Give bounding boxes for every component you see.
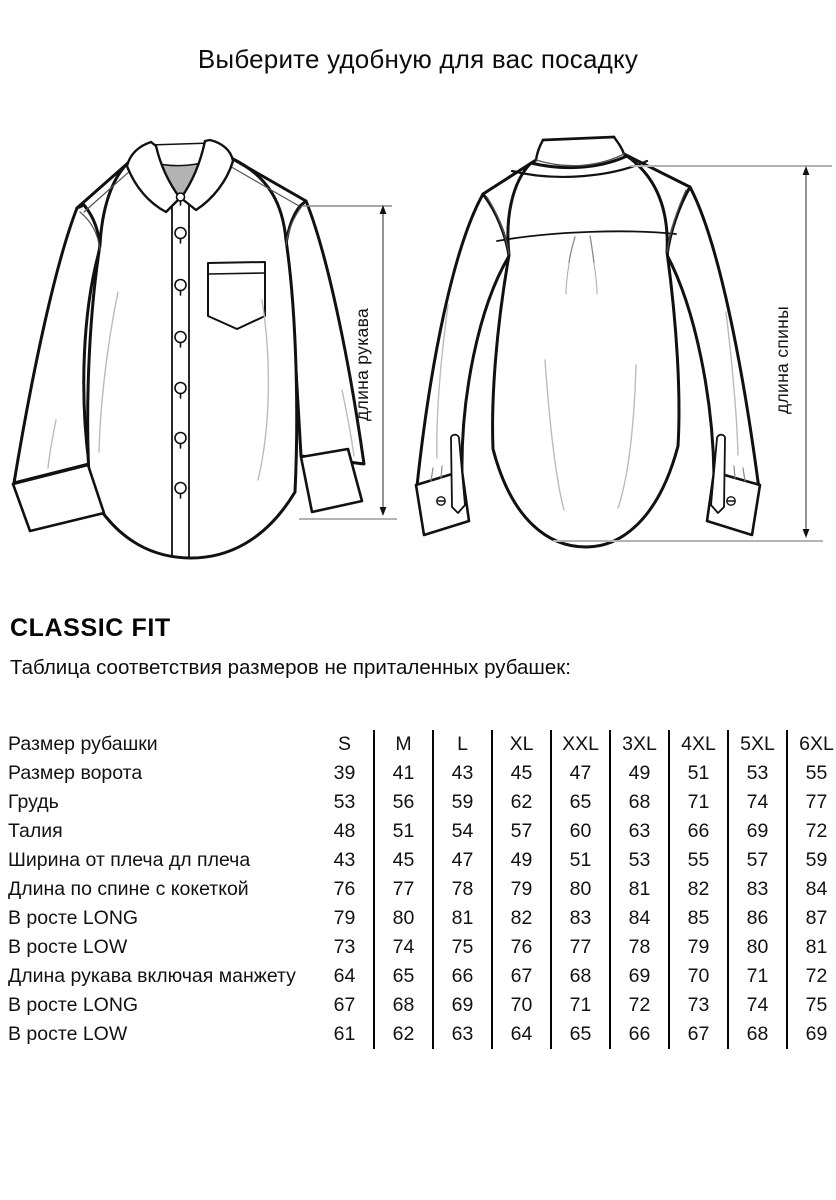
cell-value: 43 xyxy=(333,849,356,871)
row-label: Талия xyxy=(8,820,63,842)
row-label: Длина по спине с кокеткой xyxy=(8,878,249,900)
table-row xyxy=(8,875,836,904)
cell-value: 77 xyxy=(787,788,836,817)
cell-value: 64 xyxy=(492,1020,551,1049)
cell-value: 55 xyxy=(787,759,836,788)
cell-value: 83 xyxy=(728,875,787,904)
cell-value: 65 xyxy=(551,788,610,817)
size-table xyxy=(8,730,836,1049)
cell-value: 56 xyxy=(374,788,433,817)
cell-value: 51 xyxy=(669,759,728,788)
row-label: В росте LONG xyxy=(8,907,139,929)
cell-value: 80 xyxy=(551,875,610,904)
cell-value: 72 xyxy=(610,991,669,1020)
cell-value: 79 xyxy=(669,933,728,962)
cell-value: 66 xyxy=(433,962,492,991)
row-label: Длина рукава включая манжету xyxy=(8,965,296,987)
size-table-body xyxy=(8,730,836,1049)
cell-value: 81 xyxy=(610,875,669,904)
cell-value: 43 xyxy=(433,759,492,788)
cell-value: 68 xyxy=(610,788,669,817)
cell-value: 87 xyxy=(787,904,836,933)
cell-value: 69 xyxy=(610,962,669,991)
table-row xyxy=(8,904,836,933)
cell-value: 62 xyxy=(374,1020,433,1049)
cell-value: 80 xyxy=(728,933,787,962)
cell-value: 70 xyxy=(669,962,728,991)
cell-value: 69 xyxy=(787,1020,836,1049)
cell-value: M xyxy=(374,730,433,759)
cell-value: 55 xyxy=(669,846,728,875)
cell-value: 76 xyxy=(333,878,356,900)
cell-value: 39 xyxy=(333,762,356,784)
cell-value: 75 xyxy=(787,991,836,1020)
cell-value: 47 xyxy=(551,759,610,788)
cell-value: 67 xyxy=(492,962,551,991)
cell-value: 57 xyxy=(728,846,787,875)
cell-value: 73 xyxy=(669,991,728,1020)
cell-value: 3XL xyxy=(610,730,669,759)
chest-pocket xyxy=(208,262,265,329)
table-row xyxy=(8,759,836,788)
cell-value: 51 xyxy=(551,846,610,875)
cell-value: 65 xyxy=(551,1020,610,1049)
row-label: В росте LOW xyxy=(8,1023,128,1045)
sleeve-length-label: длина рукава xyxy=(352,308,372,421)
row-label: Размер ворота xyxy=(8,762,143,784)
fit-heading: CLASSIC FIT xyxy=(10,614,171,642)
cell-value: 82 xyxy=(669,875,728,904)
table-row xyxy=(8,846,836,875)
table-row xyxy=(8,991,836,1020)
cell-value: 75 xyxy=(433,933,492,962)
cell-value: 74 xyxy=(728,991,787,1020)
table-row xyxy=(8,788,836,817)
cell-value: 60 xyxy=(551,817,610,846)
cell-value: 72 xyxy=(787,962,836,991)
cell-value: 53 xyxy=(728,759,787,788)
page-title: Выберите удобную для вас посадку xyxy=(197,44,639,74)
front-shirt-drawing xyxy=(13,140,364,558)
cell-value: 6XL xyxy=(787,730,836,759)
cell-value: 45 xyxy=(374,846,433,875)
cell-value: 57 xyxy=(492,817,551,846)
cell-value: 49 xyxy=(492,846,551,875)
cell-value: 79 xyxy=(333,907,356,929)
row-label: Грудь xyxy=(8,791,59,813)
cell-value: 79 xyxy=(492,875,551,904)
cell-value: 54 xyxy=(433,817,492,846)
cell-value: 65 xyxy=(374,962,433,991)
size-table-header-row xyxy=(8,730,836,759)
cell-value: 53 xyxy=(610,846,669,875)
cell-value: 71 xyxy=(728,962,787,991)
row-label: Размер рубашки xyxy=(8,733,158,755)
cell-value: 73 xyxy=(333,936,356,958)
cell-value: 81 xyxy=(433,904,492,933)
cell-value: 78 xyxy=(433,875,492,904)
cell-value: 81 xyxy=(787,933,836,962)
cell-value: 63 xyxy=(433,1020,492,1049)
cell-value: 71 xyxy=(551,991,610,1020)
cell-value: 69 xyxy=(433,991,492,1020)
row-label: В росте LONG xyxy=(8,994,139,1016)
cell-value: 64 xyxy=(333,965,356,987)
cell-value: 82 xyxy=(492,904,551,933)
cell-value: 71 xyxy=(669,788,728,817)
cell-value: 83 xyxy=(551,904,610,933)
cell-value: 68 xyxy=(551,962,610,991)
cell-value: 53 xyxy=(333,791,356,813)
cell-value: 80 xyxy=(374,904,433,933)
cell-value: 48 xyxy=(333,820,356,842)
cell-value: 76 xyxy=(492,933,551,962)
cell-value: XL xyxy=(492,730,551,759)
cell-value: 59 xyxy=(787,846,836,875)
cell-value: 72 xyxy=(787,817,836,846)
cell-value: 59 xyxy=(433,788,492,817)
cell-value: 74 xyxy=(728,788,787,817)
cell-value: 63 xyxy=(610,817,669,846)
cell-value: 67 xyxy=(669,1020,728,1049)
cell-value: 68 xyxy=(728,1020,787,1049)
cell-value: 66 xyxy=(610,1020,669,1049)
cell-value: 4XL xyxy=(669,730,728,759)
table-row xyxy=(8,933,836,962)
row-label: Ширина от плеча дл плеча xyxy=(8,849,251,871)
row-label: В росте LOW xyxy=(8,936,128,958)
cell-value: 49 xyxy=(610,759,669,788)
cell-value: 69 xyxy=(728,817,787,846)
cell-value: 5XL xyxy=(728,730,787,759)
cell-value: S xyxy=(337,733,351,755)
cell-value: 77 xyxy=(551,933,610,962)
cell-value: 78 xyxy=(610,933,669,962)
cell-value: 67 xyxy=(333,994,356,1016)
table-row xyxy=(8,817,836,846)
cell-value: 84 xyxy=(787,875,836,904)
cell-value: 61 xyxy=(333,1023,356,1045)
cell-value: 74 xyxy=(374,933,433,962)
back-length-label: длина спины xyxy=(772,306,792,415)
table-row xyxy=(8,1020,836,1049)
cell-value: L xyxy=(433,730,492,759)
cell-value: 47 xyxy=(433,846,492,875)
cell-value: 62 xyxy=(492,788,551,817)
cell-value: 84 xyxy=(610,904,669,933)
cell-value: 45 xyxy=(492,759,551,788)
cell-value: 68 xyxy=(374,991,433,1020)
cell-value: 41 xyxy=(374,759,433,788)
table-row xyxy=(8,962,836,991)
back-shirt-drawing xyxy=(416,137,760,547)
cell-value: 86 xyxy=(728,904,787,933)
cell-value: 66 xyxy=(669,817,728,846)
cell-value: XXL xyxy=(551,730,610,759)
cell-value: 77 xyxy=(374,875,433,904)
cell-value: 70 xyxy=(492,991,551,1020)
cell-value: 85 xyxy=(669,904,728,933)
table-caption: Таблица соответствия размеров не приталенных рубашек: xyxy=(10,656,571,679)
cell-value: 51 xyxy=(374,817,433,846)
